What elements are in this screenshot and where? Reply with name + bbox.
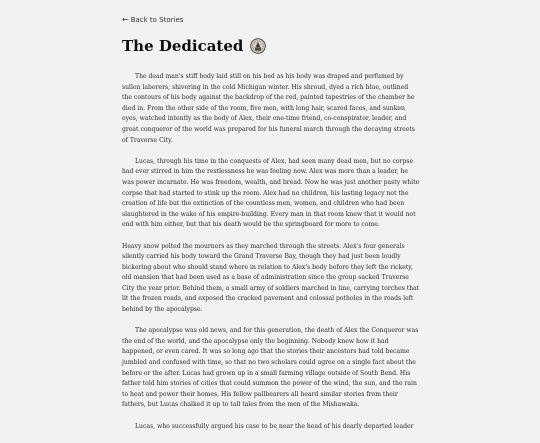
- story-paragraph: Lucas, who successfully argued his case to be near the head of his dearly departed leader: [135, 422, 414, 430]
- story-content: [122, 72, 420, 443]
- seal-icon: [250, 38, 266, 54]
- story-title: The Dedicated: [122, 37, 244, 55]
- back-link-label: Back to Stories: [130, 16, 184, 24]
- title-row: [122, 37, 266, 55]
- back-to-stories-link[interactable]: [122, 16, 183, 24]
- story-paragraph: The apocalypse was old news, and for this generation, the death of Alex the Conqueror was the end of the world, and the apocalypse only the beginning. Nobody knew how it had happened, or even cared. It was so long ago that the stories their ancestors had told became jumbled and confused with time, so that no two scholars could agree on a single fact about the before or the after. Lucas had grown up in a small farming village outside of South Bend. His father told him stories of cities that could summon the power of the wind, the sun, and the rain to heat and power their homes. His fellow pallbearers all heard similar stories from their fathers, but Lucas chalked it up to tall tales from the men of the Mishawaka.: [122, 327, 419, 409]
- story-paragraph: Heavy snow pelted the mourners as they marched through the streets. Alex's four generals silently carried his body toward the Grand Traverse Bay, though they had just been loudly bickering about who should stand where in relation to Alex's body before they left the rickety, old mansion that had been used as a base of administration since the group sacked Traverse City the year prior. Behind them, a small army of soldiers marched in line, carrying torches that lit the frozen roads, and exposed the cracked pavement and colossal potholes in the roads left behind by the apocalypse.: [122, 242, 420, 314]
- story-paragraph: The dead man's stiff body laid still on his bed as his body was draped and perfumed by sullen laborers, shivering in the cold Michigan winter. His shroud, dyed a rich blue, outlined the contours of his body against the backdrop of the red, painted tapestries of the chamber he died in. From the other side of the room, five men, with long hair, scared faces, and sunken eyes, watched intently as the body of Alex, their one-time friend, co-conspirator, leader, and great conqueror of the world was prepared for his funeral march through the decaying streets of Traverse City.: [122, 73, 415, 144]
- arrow-left-icon: ←: [122, 15, 129, 24]
- story-paragraph: Lucas, through his time in the conquests of Alex, had seen many dead men, but no corpse had ever stirred in him the restlessness he was feeling now. Alex was more than a leader, he was power incarnate. He was freedom, wealth, and bread. Now he was just another pasty white corpse that had started to stink up the room. Alex had no children, his lasting legacy not the creation of life but the extinction of the countless men, women, and children who had been slaughtered in the wake of his empire-building. Every man in that room knew that it would not end with him either, but that his death would be the springboard for more to come.: [122, 157, 420, 229]
